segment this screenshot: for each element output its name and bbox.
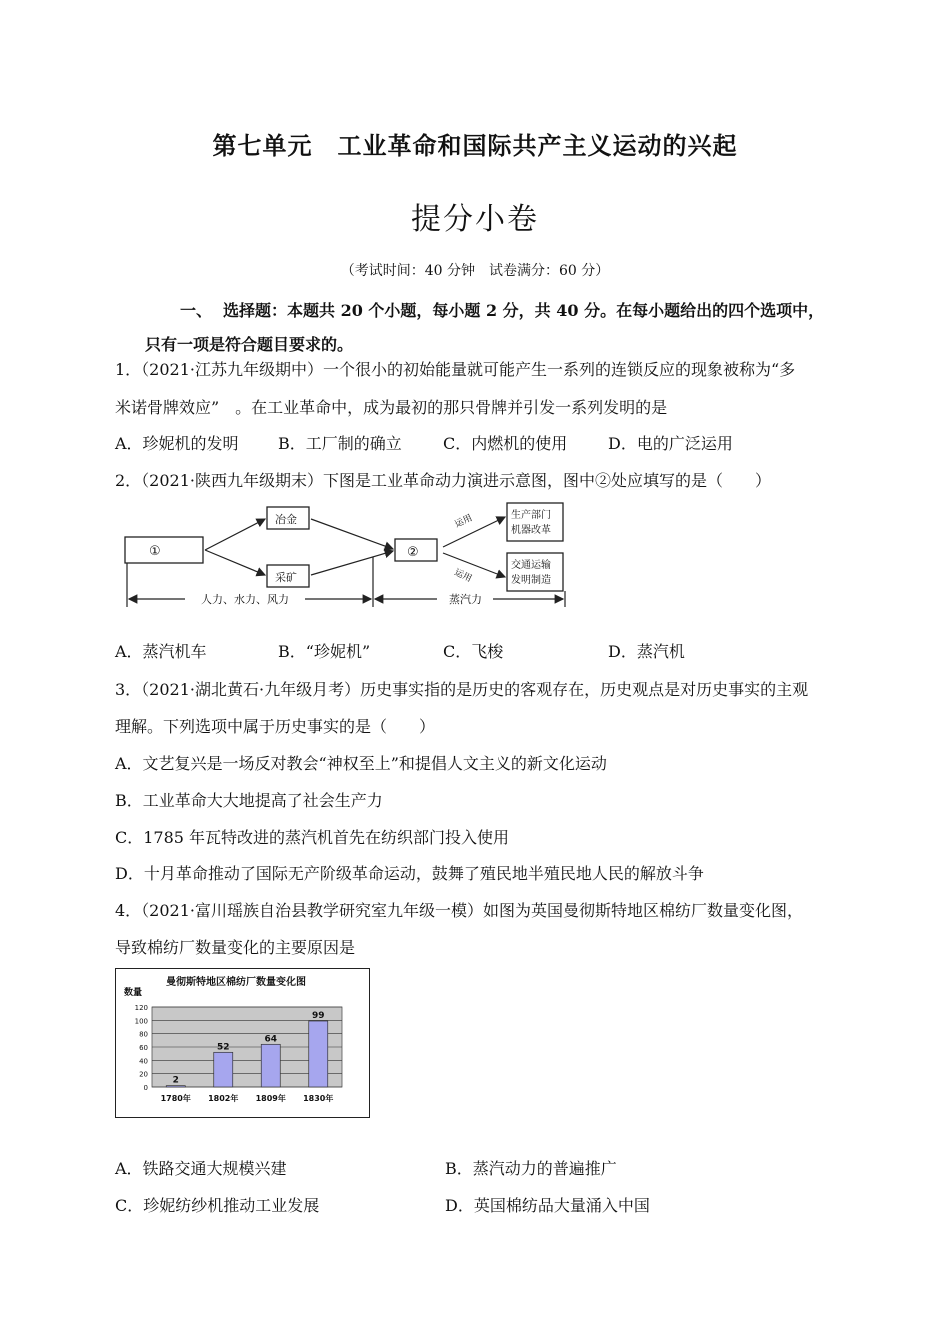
q1-option-b[interactable]: B．工厂制的确立 xyxy=(278,434,402,453)
section-instructions xyxy=(145,294,845,362)
chart-ytick-label: 80 xyxy=(139,1030,148,1039)
q3-line-1: 3．（2021·湖北黄石·九年级月考）历史事实指的是历史的客观存在，历史观点是对历史事实的主观 xyxy=(115,680,809,699)
chart-ytick-label: 60 xyxy=(139,1044,148,1052)
arrow-metallurgy-to-box2 xyxy=(311,519,393,549)
q3-option-a[interactable]: A．文艺复兴是一场反对教会“神权至上”和提倡人文主义的新文化运动 xyxy=(115,754,607,773)
chart-data-label: 99 xyxy=(311,1011,325,1021)
q2-option-b[interactable]: B．“珍妮机” xyxy=(278,642,371,661)
chart-ytick-label: 120 xyxy=(134,1004,148,1012)
q4-line-1: 4．（2021·富川瑶族自治县教学研究室九年级一模）如图为英国曼彻斯特地区棉纺厂数量变化图， xyxy=(115,901,803,920)
q4-option-a[interactable]: A．铁路交通大规模兴建 xyxy=(115,1159,287,1178)
chart-ytick-label: 0 xyxy=(143,1084,148,1092)
section-number: 一、 xyxy=(180,301,213,320)
chart-xtick-label: 1809年 xyxy=(255,1094,286,1103)
arrow-box1-to-metallurgy xyxy=(205,519,265,550)
diagram-label-metallurgy: 冶金 xyxy=(275,513,297,526)
arrow-box1-to-mining xyxy=(205,550,265,575)
q1-option-a[interactable]: A．珍妮机的发明 xyxy=(115,434,239,453)
q2-line-1: 2．（2021·陕西九年级期末）下图是工业革命动力演进示意图，图中②处应填写的是（ ） xyxy=(115,471,771,490)
mill-count-chart xyxy=(115,968,370,1118)
q4-line-2: 导致棉纺厂数量变化的主要原因是 xyxy=(115,938,356,957)
exam-meta: （考试时间：40 分钟 试卷满分：60 分） xyxy=(340,263,610,279)
diagram-label-mining: 采矿 xyxy=(275,571,297,584)
chart-bar xyxy=(166,1086,185,1087)
q4-option-d[interactable]: D．英国棉纺品大量涌入中国 xyxy=(445,1196,650,1215)
q3-option-b[interactable]: B．工业革命大大地提高了社会生产力 xyxy=(115,791,383,810)
power-evolution-diagram xyxy=(115,495,575,613)
diagram-label-2: ② xyxy=(407,545,419,560)
q2-option-d[interactable]: D．蒸汽机 xyxy=(608,642,685,661)
q1-line-2: 米诺骨牌效应” 。在工业革命中，成为最初的那只骨牌并引发一系列发明的是 xyxy=(115,398,668,417)
chart-data-label: 52 xyxy=(216,1042,230,1053)
chart-bar xyxy=(261,1044,280,1087)
diagram-span-left: 人力、水力、风力 xyxy=(201,593,289,606)
diagram-label-production-2: 机器改革 xyxy=(511,525,551,536)
q3-option-c[interactable]: C．1785 年瓦特改进的蒸汽机首先在纺织部门投入使用 xyxy=(115,828,510,847)
arrow-box2-to-production xyxy=(443,517,505,547)
diagram-label-production-1: 生产部门 xyxy=(511,510,551,521)
q3-line-2: 理解。下列选项中属于历史事实的是（ ） xyxy=(115,717,436,736)
diagram-span-right: 蒸汽力 xyxy=(449,593,482,606)
q1-option-c[interactable]: C．内燃机的使用 xyxy=(443,434,568,453)
chart-xtick-label: 1802年 xyxy=(208,1094,239,1103)
mill-count-chart-svg xyxy=(116,969,368,1116)
q1-line-1: 1．（2021·江苏九年级期中）一个很小的初始能量就可能产生一系列的连锁反应的现象被称为“多 xyxy=(115,360,796,379)
chart-ylabel: 数量 xyxy=(124,988,143,998)
diagram-box-1 xyxy=(125,537,203,563)
section-text-1: 选择题：本题共 20 个小题，每小题 2 分，共 40 分。在每小题给出的四个选项中， xyxy=(223,301,825,320)
chart-data-label: 64 xyxy=(264,1034,278,1045)
arrow-box2-to-transport xyxy=(443,553,505,577)
chart-xtick-label: 1780年 xyxy=(160,1094,191,1103)
diagram-label-1: ① xyxy=(149,544,161,559)
chart-ytick-label: 100 xyxy=(134,1017,148,1026)
q4-option-c[interactable]: C．珍妮纺纱机推动工业发展 xyxy=(115,1196,320,1215)
arrow-mining-to-box2 xyxy=(311,551,393,575)
q2-option-a[interactable]: A．蒸汽机车 xyxy=(115,642,207,661)
diagram-label-transport-1: 交通运输 xyxy=(511,560,551,571)
chart-bar xyxy=(309,1021,328,1087)
chart-xtick-label: 1830年 xyxy=(303,1094,334,1103)
chart-ytick-label: 40 xyxy=(139,1057,148,1066)
chart-bar xyxy=(214,1052,233,1087)
chart-data-label: 2 xyxy=(172,1075,179,1086)
page-title: 第七单元 工业革命和国际共产主义运动的兴起 xyxy=(212,131,738,160)
diagram-label-transport-2: 发明制造 xyxy=(511,575,551,586)
q1-option-d[interactable]: D．电的广泛运用 xyxy=(608,434,733,453)
diagram-use-top: 运用 xyxy=(453,513,475,531)
page-subtitle: 提分小卷 xyxy=(411,202,539,237)
q2-option-c[interactable]: C．飞梭 xyxy=(443,642,504,661)
chart-ytick-label: 20 xyxy=(139,1070,148,1079)
section-text-2: 只有一项是符合题目要求的。 xyxy=(145,335,354,354)
chart-title: 曼彻斯特地区棉纺厂数量变化图 xyxy=(166,977,306,988)
diagram-use-bottom: 运用 xyxy=(452,567,474,585)
q4-option-b[interactable]: B．蒸汽动力的普遍推广 xyxy=(445,1159,617,1178)
q3-option-d[interactable]: D．十月革命推动了国际无产阶级革命运动，鼓舞了殖民地半殖民地人民的解放斗争 xyxy=(115,864,704,883)
